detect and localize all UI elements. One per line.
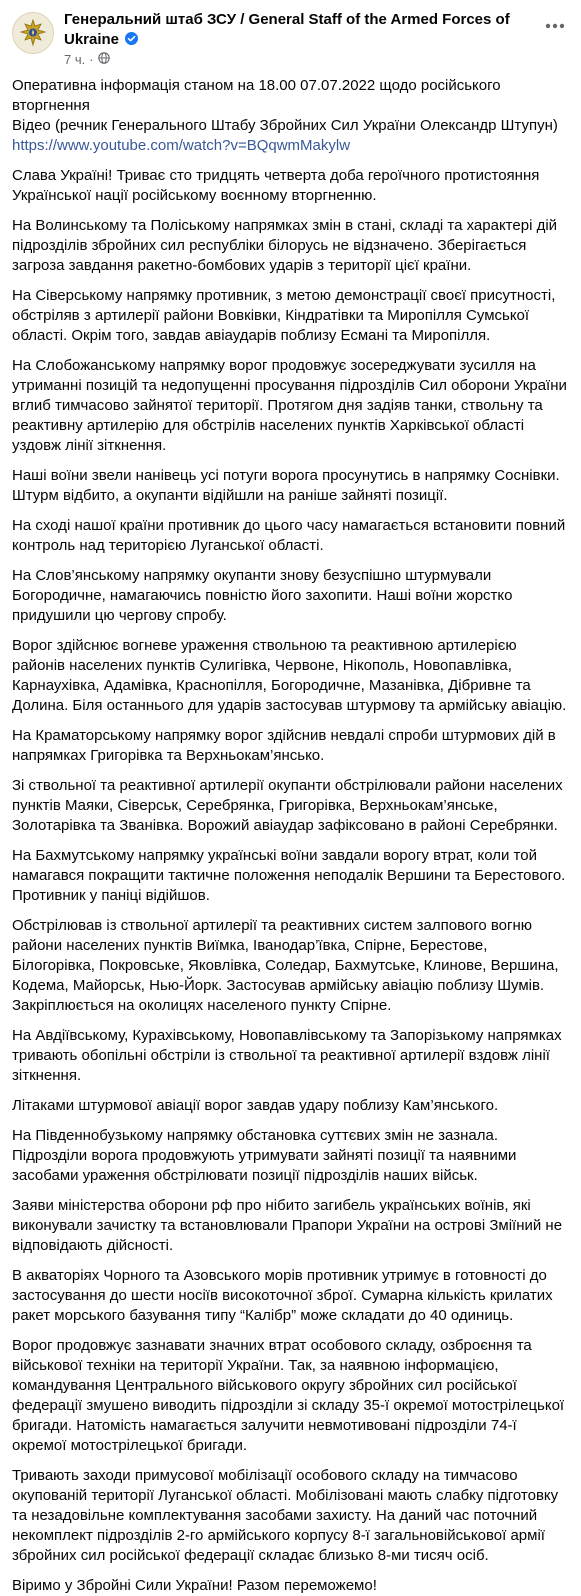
post-header-text xyxy=(64,8,569,68)
post-paragraph: На Волинському та Поліському напрямках змін в стані, складі та характері дій підрозділів збройних сил республіки білорусь не відзначено. Зберігається загроза завдання ракетно-бомбових ударів з території цієї країни. xyxy=(12,217,558,274)
post-paragraph: Віримо у Збройні Сили України! Разом переможемо! xyxy=(12,1577,377,1594)
post-paragraph: На сході нашої країни противник до цього часу намагається встановити повний контроль над територією Луганської області. xyxy=(12,517,566,554)
post-paragraph: Ворог продовжує зазнавати значних втрат особового складу, озброєння та військової техніки на території України. Так, за наявною інформацією, командування Центрального військового округу збройних сил російської федерації змушено виводить підрозділи зі складу 35-ї окремої мотострілецької бригади. Натомість намагається залучити невмотивовані підрозділи 74-ї окремої мотострілецької бригади. xyxy=(12,1337,565,1454)
post-paragraph: На Слобожанському напрямку ворог продовжує зосереджувати зусилля на утриманні позицій та недопущенні просування підрозділів Сил оборони України вглиб тимчасово зайнятої території. Протягом дня задіяв танки, ствольну та реактивну артилерію для обстрілів населених пунктів Харківської області уздовж лінії зіткнення. xyxy=(12,357,567,454)
post-paragraphs xyxy=(12,166,569,1596)
more-options-button[interactable] xyxy=(543,14,567,38)
post-body xyxy=(0,76,581,1596)
verified-badge-icon xyxy=(125,32,138,45)
post-paragraph: На Авдіївському, Курахівському, Новопавлівському та Запорізькому напрямках тривають обопільні обстріли із ствольної та реактивної артилерії вздовж лінії зіткнення. xyxy=(12,1027,562,1084)
post-paragraph: Обстрілював із ствольної артилерії та реактивних систем залпового вогню райони населених пунктів Виїмка, Іванодар’ївка, Спірне, Берестове, Білогорівка, Покровське, Яковлівка, Соледар, Бахмутське, Клинове, Вершина, Кодема, Майорськ, Нью-Йорк. Застосував армійську авіацію поблизу Шумів. Закріплюється на околицях населеного пункту Спірне. xyxy=(12,917,559,1014)
post-paragraph: На Бахмутському напрямку українські воїни завдали ворогу втрат, коли той намагався покращити тактичне положення неподалік Вершини та Берестового. Противник у паніці відійшов. xyxy=(12,847,566,904)
post-paragraph: Заяви міністерства оборони рф про нібито загибель українських воїнів, які виконували зачистку та встановлювали Прапори України на острові Зміїний не відповідають дійсності. xyxy=(12,1197,563,1254)
more-dots-icon xyxy=(545,23,565,29)
emblem-icon xyxy=(19,18,47,48)
post-paragraph: На Краматорському напрямку ворог здійснив невдалі спроби штурмових дій в напрямках Григорівка та Верхньокам’янсько. xyxy=(12,727,556,764)
post-meta xyxy=(64,52,569,68)
post-paragraph: Ворог здійснює вогневе ураження ствольною та реактивною артилерією районів населених пунктів Сулигівка, Червоне, Нікополь, Новопавлівка, Карнаухівка, Адамівка, Краснопілля, Богородичне, Мазанівка, Дібривне та Долина. Біля останнього для ударів застосував штурмову та армійську авіацію. xyxy=(12,637,567,714)
post-paragraph: На Сіверському напрямку противник, з метою демонстрації своєї присутності, обстріляв з артилерії райони Вовківки, Кіндратівки та Миропілля Сумської області. Окрім того, завдав авіаударів поблизу Есмані та Миропілля. xyxy=(12,287,556,344)
post-paragraph: На Слов’янському напрямку окупанти знову безуспішно штурмували Богородичне, намагаючись повністю його захопити. Наші воїни жорстко придушили цю чергову спробу. xyxy=(12,567,513,624)
post-intro xyxy=(12,76,569,156)
post-paragraph: Слава Україні! Триває сто тридцять четверта доба героїчного протистояння Української нації російському воєнному вторгненню. xyxy=(12,167,540,204)
post-paragraph: Зі ствольної та реактивної артилерії окупанти обстрілювали райони населених пунктів Маяки, Сіверськ, Серебрянка, Григорівка, Верхньокам’янське, Золотарівка та Званівка. Ворожий авіаудар зафіксовано в районі Серебрянки. xyxy=(12,777,563,834)
post-paragraph: Тривають заходи примусової мобілізації особового складу на тимчасово окупованій території Луганської області. Мобілізовані мають слабку підготовку та незадовільне комплектування засобами захисту. На даний час поточний некомплект підрозділів 2-го армійського корпусу 8-ї загальновійськової армії збройних сил російської федерації складає близько 8-ми тисяч осіб. xyxy=(12,1467,559,1564)
post-time[interactable]: 7 ч. xyxy=(64,52,86,67)
post-paragraph: Літаками штурмової авіації ворог завдав удару поблизу Кам’янського. xyxy=(12,1097,499,1114)
page-avatar[interactable] xyxy=(12,12,54,54)
video-link[interactable]: https://www.youtube.com/watch?v=BQqwmMakylw xyxy=(12,137,351,154)
post-paragraph: На Південнобузькому напрямку обстановка суттєвих змін не зазнала. Підрозділи ворога продовжують утримувати зайняті позиції та наявними засобами ураження обстрілювати позиції підрозділів наших військ. xyxy=(12,1127,517,1184)
page-name[interactable] xyxy=(64,10,569,50)
intro-line-1: Оперативна інформація станом на 18.00 07.07.2022 щодо російського вторгнення xyxy=(12,77,501,114)
globe-icon xyxy=(98,52,110,68)
post-paragraph: В акваторіях Чорного та Азовського морів противник утримує в готовності до застосування до шести носіїв високоточної зброї. Сумарна кількість крилатих ракет морського базування типу “Калібр” може складати до 40 одиниць. xyxy=(12,1267,553,1324)
post-paragraph: Наші воїни звели нанівець усі потуги ворога просунутись в напрямку Соснівки. Штурм відбито, а окупанти відійшли на раніше зайняті позиції. xyxy=(12,467,560,504)
page-name-text[interactable]: Генеральний штаб ЗСУ / General Staff of the Armed Forces of Ukraine xyxy=(64,11,510,48)
meta-separator: · xyxy=(89,52,94,67)
intro-line-2: Відео (речник Генерального Штабу Збройних Сил України Олександр Штупун) xyxy=(12,117,558,134)
post-header xyxy=(0,0,581,76)
